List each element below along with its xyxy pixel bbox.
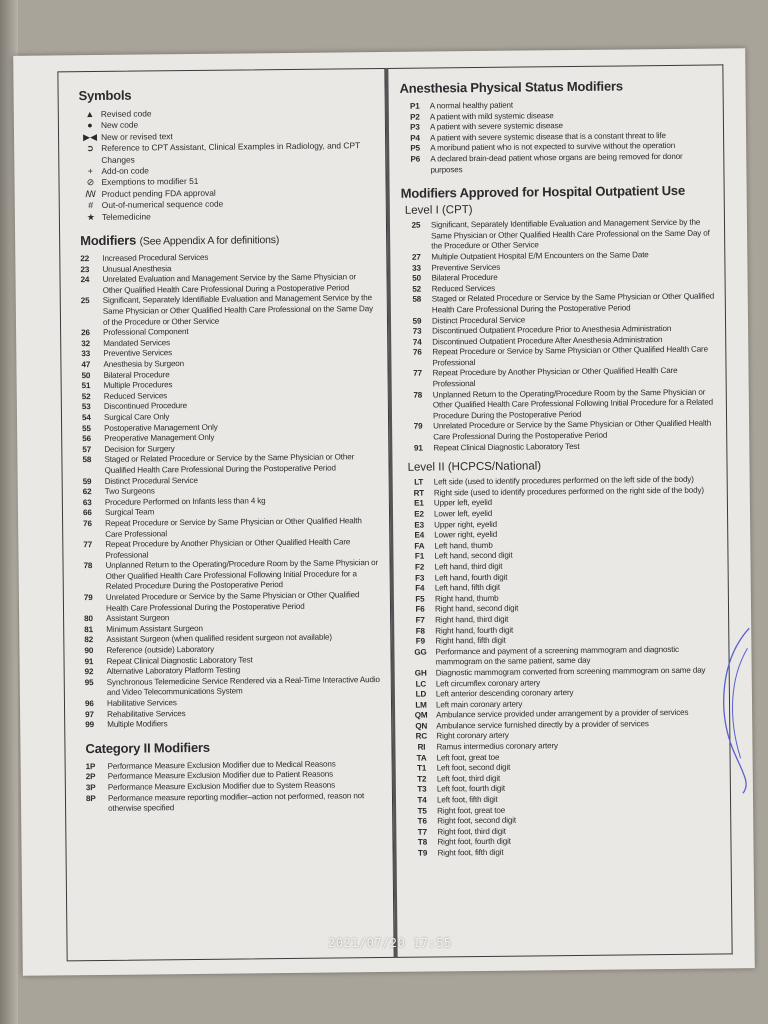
modifier-code: P5 [410, 143, 421, 154]
modifier-code: RI [417, 742, 426, 752]
modifier-code: T9 [417, 848, 428, 858]
modifier-description: Performance measure reporting modifier–action not performed, reason not otherwise specified [107, 790, 365, 814]
modifier-code: 80 [84, 614, 93, 624]
level2-list [404, 475, 721, 860]
modifier-description: Multiple Modifiers [107, 719, 168, 730]
modifier-code: 8P [85, 793, 96, 803]
modifier-description: Preoperative Management Only [104, 432, 215, 444]
symbol-description: Reference to CPT Assistant, Clinical Examples in Radiology, and CPT Changes [101, 140, 361, 165]
modifier-description: Repeat Clinical Diagnostic Laboratory Test [106, 655, 253, 666]
modifier-code: P4 [410, 133, 420, 143]
modifier-code: T7 [417, 827, 427, 837]
modifier-code: P2 [410, 112, 420, 122]
category2-heading: Category II Modifiers [85, 739, 210, 756]
symbol-description: Out-of-numerical sequence code [101, 198, 224, 211]
right-column [385, 64, 732, 957]
modifier-code: T8 [417, 837, 428, 848]
modifier-description: Left side (used to identify procedures performed on the left side of the body) [433, 474, 694, 487]
modifier-code: F7 [415, 615, 425, 625]
symbol-description: Telemedicine [101, 211, 151, 222]
level1-list [401, 218, 716, 454]
modifier-description: Increased Procedural Services [102, 252, 209, 263]
category2-list [86, 759, 383, 815]
modifier-code: 27 [411, 252, 421, 262]
modifier-description: Minimum Assistant Surgeon [106, 623, 203, 634]
modifier-code: 55 [82, 423, 91, 433]
modifier-code: P6 [410, 154, 421, 164]
modifier-description: A patient with severe systemic disease that is a constant threat to life [430, 130, 666, 143]
modifier-description: Lower left, eyelid [433, 508, 493, 519]
modifier-row [83, 537, 379, 561]
modifier-description: Left circumflex coronary artery [435, 677, 541, 688]
modifier-description: Upper right, eyelid [434, 519, 498, 530]
modifier-code: 62 [82, 487, 92, 497]
modifier-code: 63 [82, 497, 92, 507]
modifier-description: Right hand, second digit [434, 603, 519, 614]
modifier-code: 79 [83, 593, 93, 603]
modifier-description: Performance and payment of a screening mammogram and diagnostic mammogram on the same patient, same day [435, 644, 679, 667]
modifier-code: 96 [84, 699, 94, 709]
modifier-code: T3 [417, 785, 427, 795]
modifier-description: Left foot, second digit [436, 762, 511, 773]
modifiers-heading [80, 230, 376, 248]
modifier-row [86, 791, 382, 815]
modifier-code: 58 [412, 294, 422, 305]
modifier-description: Reduced Services [431, 283, 496, 294]
modifier-row [403, 387, 716, 422]
modifier-description: Procedure Performed on Infants less than 4 kg [104, 495, 266, 507]
modifier-code: GG [414, 647, 427, 657]
modifier-description: Left foot, fourth digit [436, 784, 506, 794]
modifier-description: Synchronous Telemedicine Service Rendered via a Real-Time Interactive Audio and Video Telecommunications System [106, 674, 380, 698]
modifier-code: 76 [83, 518, 92, 529]
modifier-description: Habilitative Services [106, 698, 177, 708]
modifier-description: Preventive Services [103, 348, 173, 359]
anesthesia-list [400, 99, 714, 176]
modifier-row [81, 272, 377, 296]
modifier-description: Repeat Procedure or Service by Same Physician or Other Qualified Health Care Professional [432, 344, 708, 368]
modifier-code: 82 [84, 635, 94, 645]
star-icon: ★ [86, 211, 95, 222]
photo-timestamp: 2021/07/20 17:55 [328, 936, 452, 950]
modifier-description: Alternative Laboratory Platform Testing [106, 665, 241, 677]
modifier-code: 59 [82, 476, 92, 486]
symbols-heading: Symbols [78, 87, 132, 104]
modifier-description: Rehabilitative Services [107, 708, 186, 719]
modifier-description: Preventive Services [431, 262, 501, 273]
modifier-code: 56 [82, 434, 91, 444]
level1-heading: Level I (CPT) [404, 204, 473, 217]
modifier-description: Upper left, eyelid [433, 498, 493, 508]
modifier-code: 32 [81, 338, 90, 348]
modifier-code: F4 [415, 583, 425, 593]
modifier-row [403, 440, 716, 454]
modifier-description: Ambulance service provided under arrangement by a provider of services [436, 708, 689, 720]
modifier-description: Ambulance service furnished directly by a provider of services [436, 719, 649, 731]
modifier-code: 25 [411, 220, 421, 230]
modifier-code: 33 [81, 349, 91, 359]
modifier-description: Surgical Team [104, 507, 155, 518]
modifier-code: F8 [415, 626, 425, 636]
modifier-code: 51 [81, 381, 91, 391]
modifier-code: 52 [81, 391, 91, 401]
modifier-code: 76 [412, 347, 422, 357]
bullet-icon: ● [87, 120, 93, 131]
modifier-code: GH [414, 668, 427, 678]
modifier-code: 77 [413, 369, 422, 379]
modifier-description: Right hand, third digit [435, 614, 509, 625]
modifier-row [85, 675, 381, 699]
modifier-code: 95 [84, 677, 94, 687]
modifier-description: Left foot, great toe [436, 752, 500, 763]
hash-icon: # [88, 200, 94, 211]
modifier-description: Right hand, fourth digit [435, 625, 514, 636]
bowtie-icon: ▶◀ [83, 131, 98, 142]
hospital-heading: Modifiers Approved for Hospital Outpatient Use [400, 182, 686, 201]
modifier-code: 33 [412, 263, 421, 273]
modifiers-subtitle: (See Appendix A for definitions) [139, 234, 280, 248]
modifier-code: T1 [417, 763, 427, 773]
modifier-code: 57 [82, 444, 92, 454]
modifier-description: Performance Measure Exclusion Modifier due to System Reasons [107, 780, 336, 792]
modifier-description: Repeat Procedure or Service by Same Physician or Other Qualified Health Care Professional [105, 516, 362, 539]
modifier-description: Surgical Care Only [103, 412, 170, 422]
modifier-description: Unrelated Procedure or Service by the Same Physician or Other Qualified Health Care Professional During the Postoperative Period [433, 419, 712, 442]
modifier-code: 73 [412, 326, 422, 336]
modifier-description: Right hand, fifth digit [435, 635, 506, 646]
modifier-code: T6 [417, 816, 427, 826]
modifier-code: F9 [415, 636, 425, 646]
modifier-code: F1 [414, 551, 425, 562]
symbol-row [79, 140, 375, 166]
modifier-code: 90 [84, 646, 94, 656]
symbol-description: New code [100, 119, 139, 131]
modifier-description: Discontinued Procedure [103, 401, 188, 412]
symbol-description: Add-on code [101, 165, 149, 176]
modifier-code: RT [413, 488, 425, 498]
modifier-code: F5 [415, 594, 425, 604]
symbol-description: Exemptions to modifier 51 [101, 176, 199, 188]
modifier-description: Left hand, second digit [434, 551, 513, 561]
modifier-code: LM [415, 700, 427, 710]
modifier-code: 78 [83, 561, 93, 571]
plus-icon: + [87, 166, 94, 177]
modifier-code: 52 [412, 284, 422, 294]
modifier-code: 74 [412, 337, 422, 347]
modifier-description: Distinct Procedural Service [431, 315, 526, 325]
modifier-description: A patient with severe systemic disease [429, 121, 563, 132]
modifier-code: F3 [415, 573, 425, 583]
modifier-code: P1 [409, 101, 420, 111]
modifier-description: Staged or Related Procedure or Service by the Same Physician or Other Qualified Health Care Professional During the Postoperative Period [104, 452, 355, 475]
modifier-description: Bilateral Procedure [103, 369, 170, 380]
modifier-description: Discontinued Outpatient Procedure After Anesthesia Administration [432, 334, 663, 347]
symbol-description: New or revised text [101, 131, 173, 142]
triangle-icon: ▲ [85, 109, 95, 120]
modifier-description: Ramus intermedius coronary artery [436, 741, 558, 752]
symbols-list [79, 106, 376, 223]
modifier-description: Multiple Procedures [103, 380, 173, 391]
modifier-description: Left hand, thumb [434, 540, 493, 551]
modifier-description: A patient with mild systemic disease [429, 110, 554, 122]
exemption-icon: ⊘ [86, 177, 95, 188]
left-column [57, 68, 394, 961]
modifier-description: Repeat Clinical Diagnostic Laboratory Test [433, 441, 580, 453]
modifier-description: Left foot, fifth digit [436, 794, 498, 805]
modifier-description: Lower right, eyelid [434, 530, 498, 540]
modifier-row [83, 516, 379, 540]
modifier-code: LC [415, 679, 427, 689]
modifier-code: 3P [85, 783, 96, 793]
modifier-description: Unusual Anesthesia [102, 263, 172, 274]
modifier-code: T2 [417, 774, 427, 784]
modifier-code: 50 [412, 273, 421, 283]
modifier-description: Left hand, fourth digit [434, 572, 508, 583]
modifier-description: Repeat Procedure by Another Physician or Other Qualified Health Care Professional [432, 366, 678, 389]
modifier-description: Right foot, great toe [437, 805, 506, 816]
modifier-code: 59 [412, 316, 422, 326]
modifier-code: 47 [81, 360, 91, 370]
modifier-description: Bilateral Procedure [431, 272, 498, 283]
modifier-code: QN [415, 721, 428, 731]
modifier-description: Right foot, second digit [437, 815, 517, 826]
modifier-description: A moribund patient who is not expected to survive without the operation [430, 141, 676, 153]
modifier-row [82, 452, 378, 476]
modifier-code: 23 [80, 264, 90, 274]
anesthesia-heading: Anesthesia Physical Status Modifiers [399, 78, 623, 96]
modifier-code: 24 [80, 275, 90, 285]
modifier-code: E2 [414, 509, 424, 519]
modifier-code: 53 [81, 402, 91, 412]
modifier-description: Unrelated Procedure or Service by the Same Physician or Other Qualified Health Care Professional During the Postoperative Period [105, 590, 360, 613]
modifier-description: Distinct Procedural Service [104, 475, 198, 486]
modifier-description: Assistant Surgeon (when qualified resident surgeon not available) [106, 632, 332, 645]
modifier-code: 25 [80, 296, 90, 306]
modifier-code: 91 [84, 656, 94, 666]
modifier-code: FA [414, 541, 425, 551]
modifier-code: 58 [82, 455, 92, 465]
modifier-code: T4 [417, 795, 427, 805]
modifier-description: Unplanned Return to the Operating/Procedure Room by the Same Physician or Other Qualified Health Care Professional Following Initial Procedure for a Related Procedure During the Postoperative Period [105, 558, 379, 592]
modifier-description: Significant, Separately Identifiable Evaluation and Management Service by the Same Physician or Other Qualified Health Care Professional on the Same Day of the Procedure or Other Service [430, 217, 710, 251]
modifier-description: Left main coronary artery [435, 699, 523, 710]
modifier-description: Repeat Procedure by Another Physician or Other Qualified Health Care Professional [105, 537, 351, 560]
modifier-description: A declared brain-dead patient whose organs are being removed for donor purposes [430, 151, 683, 175]
lightning-icon: ꟿ [85, 188, 97, 199]
modifier-description: Discontinued Outpatient Procedure Prior to Anesthesia Administration [432, 324, 672, 336]
modifier-row [84, 590, 380, 614]
modifier-code: 22 [80, 254, 90, 264]
modifier-description: Reference (outside) Laboratory [106, 644, 215, 655]
symbol-description: Product pending FDA approval [101, 187, 216, 199]
modifier-description: Left foot, third digit [436, 773, 501, 784]
modifier-description: Professional Component [103, 327, 189, 338]
modifier-description: Significant, Separately Identifiable Evaluation and Management Service by the Same Physician or Other Qualified Health Care Professional on the Same Day of the Procedure or Other Service [102, 293, 373, 327]
modifier-code: 54 [81, 413, 91, 423]
modifier-code: 2P [85, 772, 96, 782]
modifier-code: 1P [85, 761, 96, 771]
modifier-code: LD [415, 689, 427, 699]
modifier-description: Right foot, fourth digit [437, 837, 511, 847]
modifier-description: Left hand, third digit [434, 561, 503, 572]
modifier-code: 50 [81, 370, 91, 380]
modifier-description: Assistant Surgeon [106, 613, 170, 624]
modifier-description: Decision for Surgery [104, 443, 175, 454]
modifier-row [400, 152, 713, 176]
reference-icon: ➲ [86, 143, 94, 154]
level2-heading: Level II (HCPCS/National) [407, 460, 542, 474]
modifier-description: Performance Measure Exclusion Modifier due to Medical Reasons [107, 759, 336, 771]
modifier-code: 79 [413, 422, 423, 432]
modifier-description: Diagnostic mammogram converted from screening mammogram on same day [435, 665, 706, 678]
modifier-description: Two Surgeons [104, 486, 155, 497]
modifier-code: 92 [84, 667, 94, 677]
modifier-code: QM [414, 710, 428, 720]
modifier-description: Staged or Related Procedure or Service by the Same Physician or Other Qualified Health Care Professional During the Postoperative Period [431, 291, 715, 315]
modifier-description: Left hand, fifth digit [434, 582, 500, 593]
modifier-description: Mandated Services [103, 338, 170, 348]
modifier-description: Reduced Services [103, 391, 168, 401]
modifier-code: 26 [81, 328, 90, 338]
modifier-code: F6 [415, 604, 425, 615]
modifier-code: E4 [414, 530, 425, 540]
modifier-code: 78 [413, 390, 423, 400]
modifier-row [401, 218, 714, 253]
modifier-row [408, 845, 721, 859]
modifiers-list [80, 251, 381, 731]
modifier-description: Anesthesia by Surgeon [103, 359, 185, 369]
modifier-code: E3 [414, 520, 424, 530]
modifier-code: 97 [85, 709, 94, 719]
modifier-code: P3 [410, 122, 420, 132]
modifier-code: TA [416, 753, 427, 763]
modifier-code: 91 [413, 443, 423, 453]
modifier-code: T5 [417, 806, 427, 816]
modifier-description: Postoperative Management Only [104, 422, 218, 433]
modifier-row [84, 558, 380, 593]
modifier-description: Left anterior descending coronary artery [435, 688, 574, 699]
symbol-description: Revised code [100, 108, 152, 119]
modifier-code: RC [415, 732, 428, 742]
modifier-code: E1 [414, 498, 424, 509]
modifier-description: Multiple Outpatient Hospital E/M Encounters on the Same Date [431, 250, 649, 262]
modifier-description: Unplanned Return to the Operating/Procedure Room by the Same Physician or Other Qualified Health Care Professional Following Initial Procedure for a Related Procedure During the Postoperative Period [432, 387, 714, 421]
pen-scribble-icon [711, 618, 753, 798]
modifier-description: Right coronary artery [436, 731, 509, 741]
modifier-description: Right foot, fifth digit [437, 847, 504, 858]
modifier-description: Unrelated Evaluation and Management Service by the Same Physician or Other Qualified Health Care Professional During a Postoperative Period [102, 272, 357, 295]
modifier-code: 66 [82, 508, 92, 518]
modifier-description: A normal healthy patient [429, 100, 514, 111]
modifier-code: F2 [414, 562, 425, 572]
modifier-code: 77 [83, 540, 93, 550]
modifier-code: 81 [84, 624, 93, 634]
modifier-description: Performance Measure Exclusion Modifier due to Patient Reasons [107, 769, 334, 782]
modifier-description: Right hand, thumb [434, 593, 499, 604]
modifier-description: Right side (used to identify procedures performed on the right side of the body) [433, 485, 704, 498]
modifier-code: LT [414, 477, 424, 487]
modifier-description: Right foot, third digit [437, 826, 506, 837]
modifier-code: 99 [85, 720, 94, 730]
reference-page [13, 48, 755, 976]
modifier-row [81, 294, 377, 329]
modifiers-title: Modifiers [80, 232, 137, 249]
